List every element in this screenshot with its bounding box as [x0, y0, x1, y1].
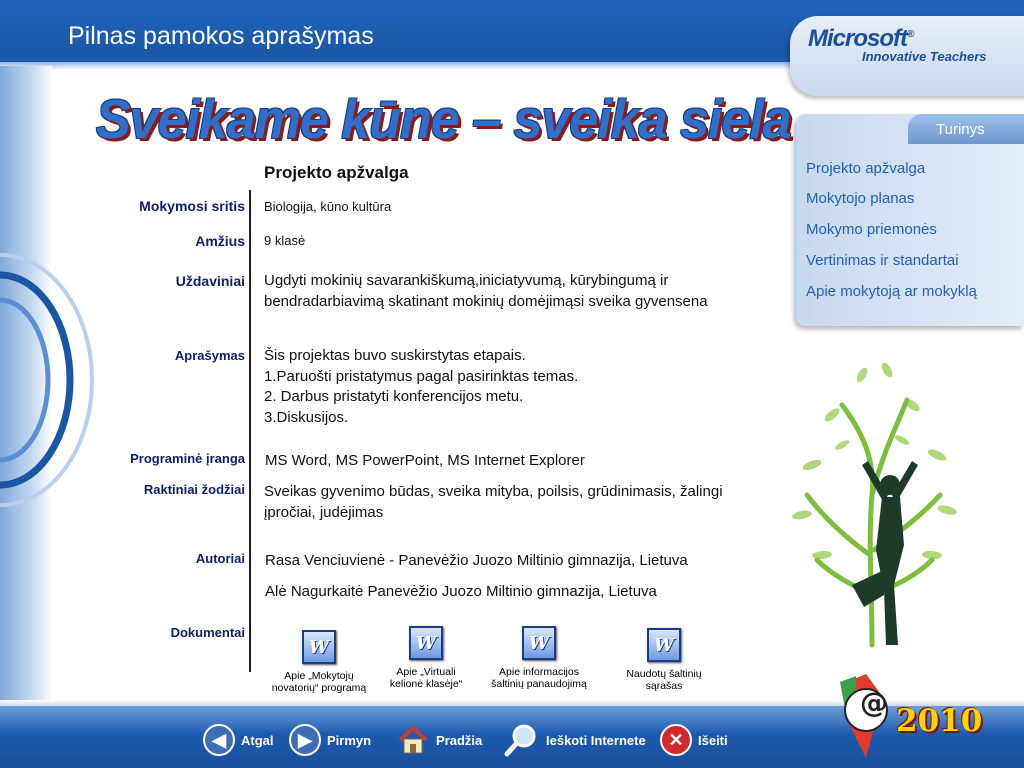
sidebar-tab: Turinys [908, 114, 1024, 144]
label-programine-iranga: Programinė įranga [130, 451, 245, 466]
arrow-right-icon: ▶ [289, 724, 321, 756]
close-icon: ✕ [660, 724, 692, 756]
aprasymas-line: 1.Paruošti pristatymus pagal pasirinktas temas. [264, 367, 579, 385]
value-programine-iranga: MS Word, MS PowerPoint, MS Internet Explorer [265, 452, 585, 469]
word-document-icon: W [647, 628, 681, 662]
label-raktiniai-zodziai: Raktiniai žodžiai [143, 482, 245, 497]
aprasymas-line: Šis projektas buvo suskirstytas etapais. [264, 347, 526, 364]
logo-at-symbol: @ [860, 686, 888, 719]
home-icon [396, 723, 430, 757]
document-informacijos-saltiniai[interactable] [483, 626, 595, 690]
value-mokymosi-sritis: Biologija, kūno kultūra [264, 199, 392, 214]
document-label: Apie informacijos šaltinių panaudojimą [491, 666, 587, 690]
exit-button[interactable]: ✕ Išeiti [660, 720, 728, 760]
brand-program: Innovative Teachers [862, 49, 987, 64]
value-uzdaviniai: Ugdyti mokinių savarankiškumą,iniciatyvumą, kūrybingumą ir bendradarbiavimą skatinant mokinių domėjimąsi sveika gyvensena [264, 272, 708, 310]
header-title: Pilnas pamokos aprašymas [68, 22, 374, 50]
value-autoriai-1: Rasa Venciuvienė - Panevėžio Juozo Miltinio gimnazija, Lietuva [265, 552, 688, 569]
value-amzius: 9 klasė [264, 233, 306, 248]
aprasymas-line: 2. Darbus pristatyti konferencijos metu. [264, 388, 524, 405]
sidebar-item-apie-mokytoja[interactable]: Apie mokytoją ar mokyklą [806, 283, 977, 300]
value-raktiniai-zodziai: Sveikas gyvenimo būdas, sveika mityba, poilsis, grūdinimasis, žalingi įpročiai, judėjimas [264, 483, 723, 521]
label-uzdaviniai: Uždaviniai [175, 273, 245, 289]
label-dokumentai: Dokumentai [170, 625, 245, 640]
document-label: Apie „Virtuali kelionė klasėje“ [389, 666, 463, 690]
yoga-tree-illustration [772, 345, 972, 665]
sidebar-item-projekto-apzvalga[interactable]: Projekto apžvalga [806, 160, 926, 177]
sidebar-item-vertinimas[interactable]: Vertinimas ir standartai [806, 252, 959, 269]
document-label: Naudotų šaltinių sąrašas [626, 668, 702, 692]
label-mokymosi-sritis: Mokymosi sritis [139, 198, 245, 214]
label-autoriai: Autoriai [195, 551, 245, 566]
section-heading: Projekto apžvalga [264, 163, 409, 182]
document-mokytoju-novatoriu[interactable] [262, 630, 376, 694]
forward-button[interactable]: ▶ Pirmyn [289, 720, 371, 760]
search-internet-button[interactable]: Ieškoti Internete [504, 720, 646, 760]
arrow-left-icon: ◀ [203, 724, 235, 756]
magnifier-icon [504, 722, 540, 758]
column-divider [249, 190, 251, 672]
value-autoriai-2: Alė Nagurkaitė Panevėžio Juozo Miltinio gimnazija, Lietuva [265, 583, 657, 600]
label-aprasymas: Aprašymas [174, 348, 245, 363]
word-document-icon: W [409, 626, 443, 660]
word-document-icon: W [522, 626, 556, 660]
label-amzius: Amžius [195, 233, 245, 249]
document-virtuali-kelione[interactable] [374, 626, 478, 690]
logo-year: 2010 [896, 703, 983, 739]
aprasymas-line: 3.Diskusijos. [264, 408, 349, 426]
main-title: Sveikame kūne – sveika siela [96, 89, 791, 151]
home-button[interactable]: Pradžia [396, 720, 482, 760]
value-aprasymas [264, 346, 744, 428]
brand-company: Microsoft® [808, 25, 914, 52]
sidebar-item-mokymo-priemones[interactable]: Mokymo priemonės [806, 221, 937, 238]
word-document-icon: W [302, 630, 336, 664]
sidebar-item-mokytojo-planas[interactable]: Mokytojo planas [806, 190, 915, 207]
back-button[interactable]: ◀ Atgal [203, 720, 274, 760]
decor-rings-icon [0, 250, 110, 510]
document-naudotu-saltiniu[interactable] [612, 628, 716, 692]
document-label: Apie „Mokytojų novatorių“ programą [271, 670, 367, 694]
